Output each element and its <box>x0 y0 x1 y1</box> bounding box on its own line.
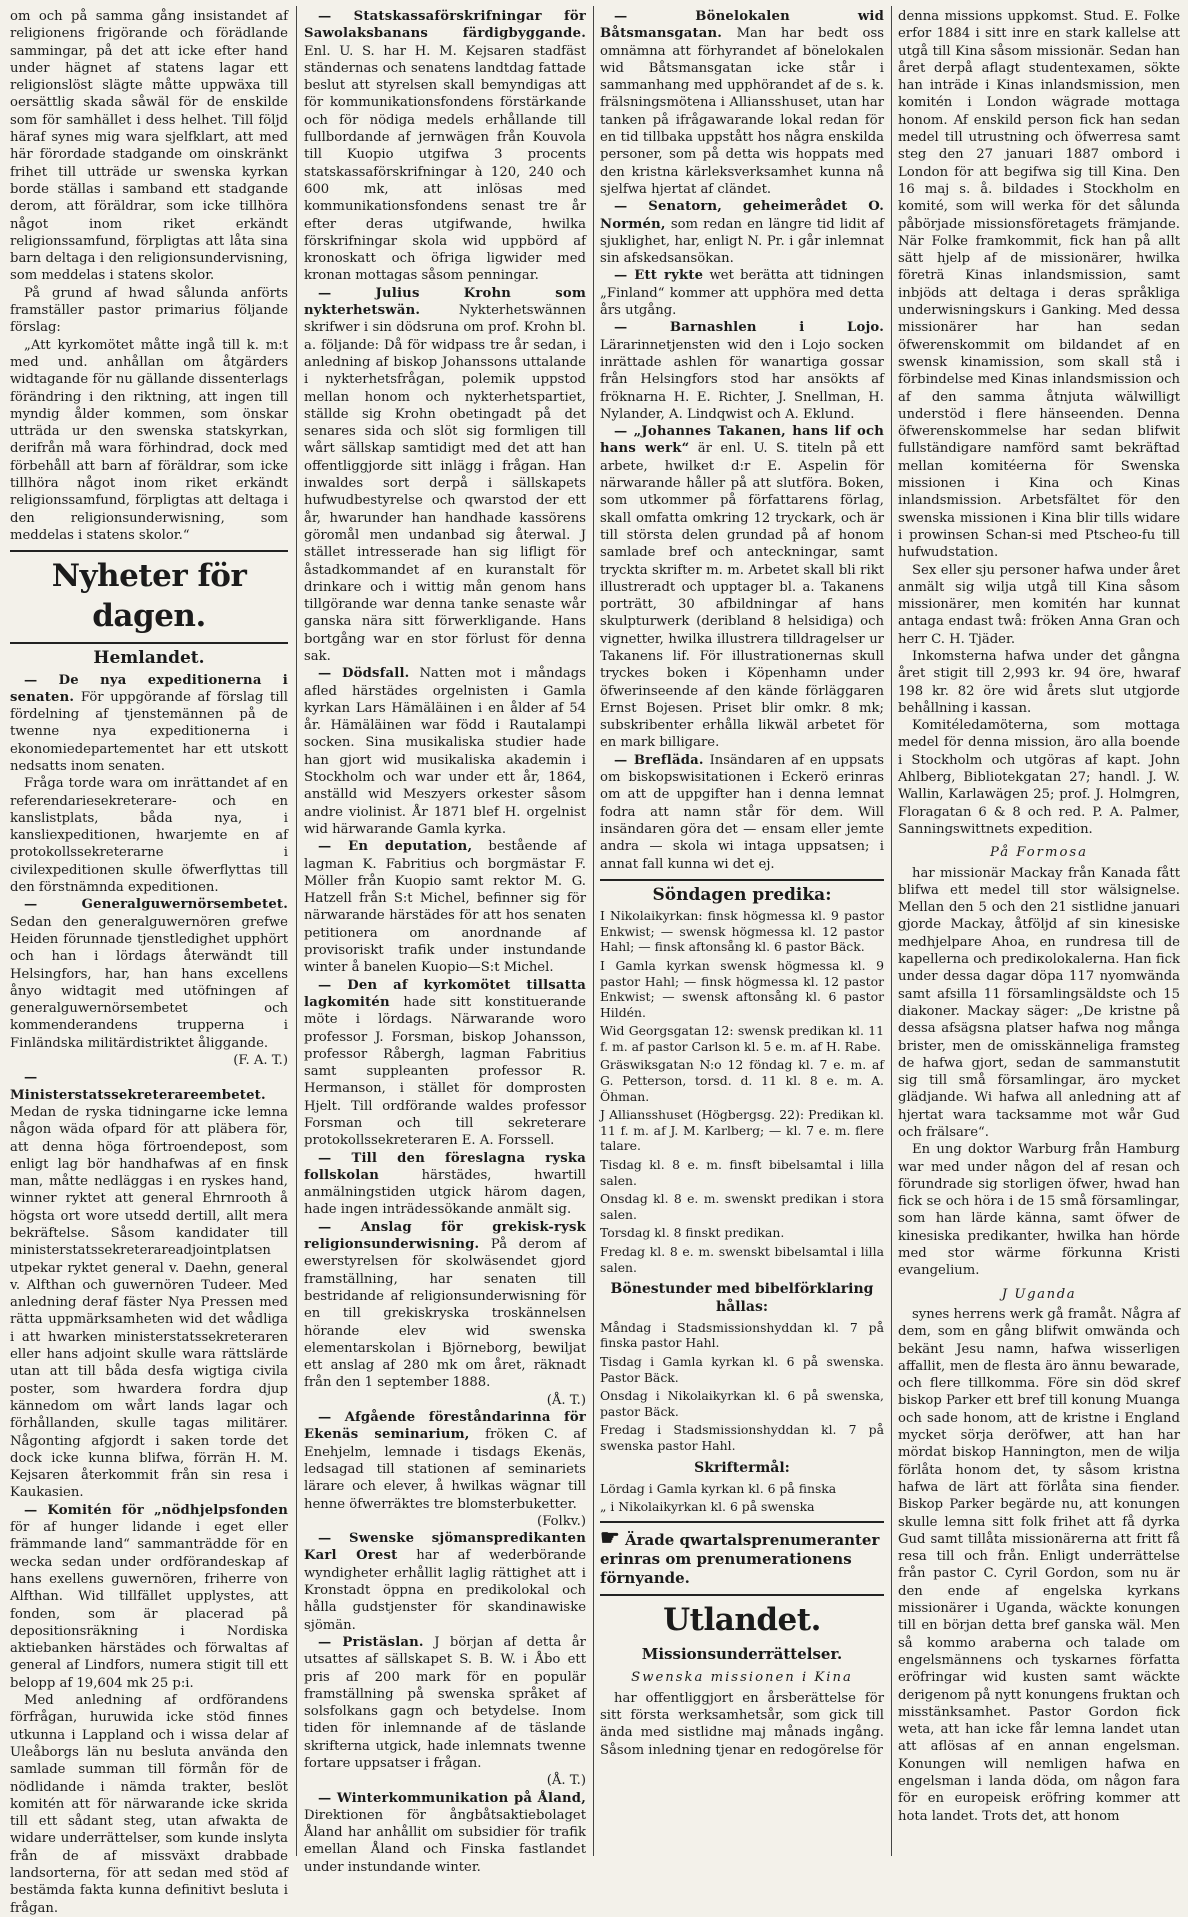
news-body: Insändaren af en uppsats om biskopswisitationen i Eckerö erinras om att de uppgifter han i denna lemnat fodra att namn står för dem. Will insändaren göra det — ensam eller jemte andra — skola wi intaga uppsatsen; i annat fall kunna wi det ej. <box>600 752 884 872</box>
column-1 <box>10 8 288 1916</box>
news-body: Nykterhetswännen skrifwer i sin dödsruna om prof. Krohn bl. a. följande: Då för widpass tre år sedan, i anledning af biskop Johanssons uttalande i nykterhetsfrågan, polemik uppstod mellan honom och nykterhetspartiet, ställde sig Krohn obetingadt på det senares sida och slöt sig formligen till wårt sällskap samtidigt med det att han offentliggjorde sitt inlägg i frågan. Han inwaldes sort derpå i sällskapets hufwudbestyrelse och qwarstod der ett år, hwarunder han handhade kassörens göromål men undanbad sig återwal. J stället intresserade han sig lifligt för åstadkommandet af en kuranstalt för drinkare och i wittig mån genom hans tillgörande war denna tanke senaste wår ganska nära sitt förwerkligande. Hans bortgång war en stor förlust för denna sak. <box>304 303 586 664</box>
news-headline: —Ministerstatssekreterareembetet. <box>10 1070 266 1103</box>
sermon-entry: Wid Georgsgatan 12: swensk predikan kl. 11 f. m. af pastor Carlson kl. 5 e. m. af H. Rabe. <box>600 1023 884 1054</box>
news-headline: — Ett rykte <box>614 268 704 284</box>
source-signature: (Å. T.) <box>546 1392 586 1408</box>
pointing-hand-icon: ☛ <box>600 1525 620 1552</box>
news-body: Enl. U. S. har H. M. Kejsaren stadfäst ständernas och senatens landtdag fattade beslut att styrelsen skall bemyndigas att för kommunikationsfondens förstärkande och för nödiga medels erhållande till fullbordande af jernwägen från Kouvola till Kuopio utgifwa 3 procents statskassaförskrifningar à 120, 240 och 600 mk, att inlösas med kommunikationsfondens senast tre år efter deras utgifwande, hwilka förskrifningar skola wid uppbörd af kronoskatt och öfriga ligwider med kronan mottagas såsom penningar. <box>304 43 586 284</box>
article-paragraph: synes herrens werk gå framåt. Några af dem, som en gång blifwit omwända och bekänt Jesu namn, hafwa wisserligen affallit, men de flesta äro ännu bewarade, och flere tillkomma. Före sin död skref biskop Parker ett bref till konung Muanga och sade honom, att de kristne i England mycket sörja deröfwer, att han har mördat biskop Hannington, men de wilja förlåta honom det, ty såsom kristna hafwa de lärt att förlåta sina fiender. Biskop Parker begärde nu, att konungen skulle lemna sitt folk frihet att få dyrka Gud samt tillåta missionärerna att fritt få resa till och från. Enligt underrättelse från pastor C. Cyril Gordon, som nu är den ende af engelska kyrkans missionärer i Uganda, wäckte konungen till en början detta bref ganska wäl. Men så kommo araberna och talade om engelsmännens och tyskarnes författa eröfringar wid kusten samt wäckte derigenom på nytt konungens fruktan och misstänksamhet. Pastor Gordon fick weta, att han icke får lemna landet utan att aflösas af en annan engelsman. Konungen will nemligen hafwa en engelsman i landa döda, om någon fara för en europeisk eröfring kommer att hota landet. Trots det, att honom <box>898 1306 1180 1824</box>
column-2 <box>304 8 587 1875</box>
sermon-entry: I Gamla kyrkan swensk högmessa kl. 9 pastor Hahl; — finsk högmessa kl. 12 pastor Enkwist; — swensk aftonsång kl. 6 pastor Hildén. <box>600 957 884 1020</box>
section-subtitle: Missionsunderrättelser. <box>641 1645 843 1664</box>
news-item <box>304 1409 586 1513</box>
news-headline: — Brefläda. <box>614 752 704 768</box>
news-headline: — Julius Krohn som nykterhetswän. <box>304 285 586 319</box>
news-headline: — Bönelokalen wid Båtsmansgatan. <box>600 9 884 42</box>
section-title: Nyheter för dagen. <box>51 558 247 635</box>
bible-study-entry: Tisdag i Gamla kyrkan kl. 6 på swenska. Pastor Bäck. <box>600 1353 884 1385</box>
column-3 <box>600 8 884 1854</box>
news-headline: — Den af kyrkomötet tillsatta lagkomitén <box>304 977 586 1010</box>
news-headline: — Komitén för „nödhjelpsfonden <box>24 1502 288 1518</box>
news-item <box>304 665 586 838</box>
news-item <box>10 1502 288 1692</box>
article-paragraph: Sex eller sju personer hafwa under året anmält sig wilja utgå till Kina såsom missionärer, men komitén har kunnat antaga endast twå: fröken Anna Gran och herr C. H. Tjäder. <box>898 562 1180 647</box>
news-headline: — Pristäslan. <box>318 1634 424 1650</box>
news-headline: — Till den föreslagna ryska follskolan <box>304 1150 586 1183</box>
news-body: Direktionen för ångbåtsaktiebolaget Åland har anhållit om subsidier för trafik emellan Åland och Finska fastlandet under instundande winter. <box>304 1807 586 1875</box>
divider <box>600 1521 884 1523</box>
article-quote: „Att kyrkomötet måtte ingå till k. m:t med und. anhållan om åtgärders widtagande för nu gällande dissenterlags förändring i den riktning, att ingen till myndig ålder kommen, som önskar utträda ur den swenska statskyrkan, derifrån må wara förhindrad, dock med förbehåll att barn af föräldrar, som icke tillhöra något inom riket erkändt religionssamfund, förpligtas att deltaga i den religionsunderwisning, som meddelas i statens skolor.“ <box>10 337 288 543</box>
news-body: Natten mot i måndags afled härstädes orgelnisten i Gamla kyrkan Lars Hämäläinen i en ålder af 54 år. Hämäläinen war född i Rautalampi socken. Sina musikaliska studier hade han gjort wid musikaliska akademin i Stockholm och war under ett år, 1864, anställd wid Meszyers orkester såsom andre violinist. År 1871 blef H. orgelnist wid härwarande Gamla kyrka. <box>304 666 586 837</box>
column-rule <box>891 6 892 1856</box>
news-body: hade sitt konstituerande möte i lördags. Närwarande woro professor J. Forsman, biskop Johansson, professor Råbergh, lagman Fabritius samt suppleanten professor R. Hermanson, i stället för domprosten Hjelt. Till ordförande waldes professor Forsman och till sekreterare protokollssekreteraren E. A. Forssell. <box>304 994 586 1149</box>
source-signature: (Å. T.) <box>546 1773 586 1789</box>
news-item <box>10 1069 288 1501</box>
bible-study-entry: Måndag i Stadsmissionshyddan kl. 7 på finska pastor Hahl. <box>600 1319 884 1351</box>
news-item <box>600 8 884 198</box>
news-body: På derom af ewerstyrelsen för skolwäsendet gjord framställning, har senaten till bestridande af religionsunderwisning för en till grekiskryska troskännelsen hörande elev wid swenska elementarskolan i Björneborg, bewiljat ett anslag af 280 mk om året, räknadt från den 1 september 1888. <box>304 1237 586 1391</box>
news-item <box>600 198 884 267</box>
divider <box>600 879 884 881</box>
news-item <box>600 267 884 319</box>
news-headline: — Anslag för grekisk-rysk religionsunderwisning. <box>304 1219 586 1253</box>
news-body: wet berätta att tidningen „Finland“ kommer att upphöra med detta års utgång. <box>600 268 884 319</box>
section-subtitle: Hemlandet. <box>93 648 205 669</box>
news-headline: — Generalguwernörsembetet. <box>24 897 288 913</box>
news-headline: — Senatorn, geheimerådet O. Normén, <box>600 199 884 232</box>
confession-entry: Lördag i Gamla kyrkan kl. 6 på finska <box>600 1480 837 1496</box>
news-item <box>304 1634 586 1772</box>
news-body: Man har bedt oss omnämna att förhyrandet af bönelokalen wid Båtsmansgatan icke står i sammanhang med upphörandet af de s. k. frälsningsmötena i Alliansshuset, utan har tanken på ifrågawarande lokal redan för en tid tillbaka uppstått hos några enskilda personer, som på detta wis hoppats med den kristna kärleksverksamhet kunna nå sjelfwa hjertat af cländet. <box>600 26 884 197</box>
sermon-entry: Torsdag kl. 8 finskt predikan. <box>600 1225 785 1241</box>
news-body: härstädes, hwartill anmälningstiden utgick härom dagen, hade ingen inträdessökande anmält sig. <box>304 1167 586 1218</box>
article-paragraph: Inkomsterna hafwa under det gångna året stigit till 2,993 kr. 94 öre, hwaraf 198 kr. 82 öre wid årets slut utgjorde behållning i kassan. <box>898 648 1180 716</box>
column-4 <box>898 8 1180 1854</box>
column-rule <box>296 6 297 1856</box>
news-item <box>304 977 586 1150</box>
news-item <box>304 285 586 666</box>
sermons-heading: Söndagen predika: <box>652 884 832 905</box>
confession-entry: „ i Nikolaikyrkan kl. 6 på swenska <box>600 1499 815 1515</box>
article-paragraph: På grund af hwad sålunda anförts framställer pastor primarius följande förslag: <box>10 285 288 336</box>
news-headline: — „Johannes Takanen, hans lif och hans werk“ <box>600 424 884 457</box>
news-item <box>600 752 884 873</box>
article-subheading: Swenska missionen i Kina <box>631 1670 853 1686</box>
sermon-entry: J Alliansshuset (Högbergsg. 22): Predikan kl. 11 f. m. af J. M. Karlberg; — kl. 7 e. m. flere talare. <box>600 1107 884 1154</box>
bible-study-entry: Onsdag i Nikolaikyrkan kl. 6 på swenska, pastor Bäck. <box>600 1388 884 1419</box>
news-body: bestående af lagman K. Fabritius och borgmästar F. Möller från Kuopio samt rektor M. G. Hatzell från S:t Michel, befinner sig för närwarande härstädes för att hos senaten petitionera om anordnande af provisoriskt trafik under instundande winter å banelen Kuopio—S:t Michel. <box>304 839 587 976</box>
news-item <box>10 896 288 1052</box>
news-item <box>304 8 586 285</box>
news-headline: — Afgående föreståndarinna för Ekenäs seminarium, <box>304 1410 586 1443</box>
source-signature: (Folkv.) <box>537 1513 586 1529</box>
divider <box>10 550 288 552</box>
divider <box>10 642 288 644</box>
news-headline: — Swenske sjömanspredikanten Karl Orest <box>304 1531 586 1564</box>
news-body: För uppgörande af förslag till fördelning af tjenstemännen på de twenne nya expeditionerna i ekonomiedepartementet har ett utskott nedsatts inom senaten. <box>10 689 288 774</box>
bible-study-heading: Bönestunder med bibelförklaring hållas: <box>610 1281 874 1315</box>
section-title: Utlandet. <box>663 1602 821 1639</box>
news-body: Med anledning af ordförandens förfrågan, huruwida icke stöd finnes utkunna i Lappland och i wissa delar af Uleåborgs län nu besluta använda den samlade summan till förmån för de nödlidande i nämda trakter, beslöt komitén att för närwarande icke skrida till ett sådant steg, utan afwakta de widare underrättelser, som kunde inslyta från de af missväxt drabbade landsorterna, för att sedan med stöd af bestämda fakta kunna definitivt besluta i frågan. <box>10 1693 288 1916</box>
news-headline: — Winterkommunikation på Åland, <box>318 1790 586 1806</box>
article-paragraph: En ung doktor Warburg från Hamburg war med under någon del af resan och förundrade sig storligen öfwer, hwad han fick se och höra i de 15 små församlingar, som han lärde känna, samt öfwer de kinesiska predikanter, hwilka han hörde med stor wärme förkunna Kristi evangelium. <box>898 1142 1180 1279</box>
sermon-entry: I Nikolaikyrkan: finsk högmessa kl. 9 pastor Enkwist; — swensk högmessa kl. 12 pastor Hahl; — finsk aftonsång kl. 6 pastor Bäck. <box>600 908 884 955</box>
article-paragraph: har missionär Mackay från Kanada fått blifwa ett medel till stor wälsignelse. Mellan den 5 och den 21 sistlidne januari gjorde Mackay, åtföljd af sin kinesiske medhjelpare Ahoa, en rundresa till de kapellerna och prediкolokalerna. Han fick under dessa dagar döpa 117 nyomwända samt afsilla 11 församlingsäldste och 15 diakoner. Mackay säger: „De kristne på dessa afsägsna platser hafwa nog många brister, men de omisskänneliga framsteg de hafwa gjort, sedan de sammanstutit sig till små församlingar, äro mycket glädjande. Wi hafwa all anledning att af hjertat wara tacksamme mot wår Gud och frälsare“. <box>898 865 1180 1140</box>
news-item <box>304 1219 586 1392</box>
article-paragraph: har offentliggjort en årsberättelse för sitt första werksamhetsår, som gick till ända med sistlidne maj månads ingång. Såsom inledning tjenar en redogörelse för <box>600 1690 884 1758</box>
sermon-entry: Gräswiksgatan N:o 12 föndag kl. 7 e. m. af G. Petterson, torsd. d. 11 kl. 8 e. m. A. Öhman. <box>600 1057 884 1104</box>
article-subheading: J Uganda <box>1001 1286 1077 1302</box>
news-body: är enl. U. S. titeln på ett arbete, hwilket d:r E. Aspelin för närwarande håller på att slutföra. Boken, som utkommer på författarens förlag, skall omfatta omkring 12 tryckark, och är till största delen grundad på af honom samlade bref och anteckningar, samt tryckta skrifter m. m. Arbetet skall bli rikt illustreradt och upptager bl. a. Takanens porträtt, 30 afbildningar af hans skulpturwerk (deribland 8 helsidiga) och vignetter, hwilka illustrera tilldragelser ur Takanens lif. För illustrationernas skull tryckes boken i Köpenhamn under öfwerinseende af den kände förläggaren Ernst Bojesen. Priset blir omkr. 8 mk; subskribenter erhålla likwäl arbetet för en mark billigare. <box>600 441 885 751</box>
news-headline: — Statskassaförskrifningar för Sawolaksbanans färdigbyggande. <box>304 9 586 42</box>
news-item <box>304 1790 586 1876</box>
article-paragraph: om och på samma gång insistandet af religionens frigörande och förädlande sammingar, på det att icke efter hand under hägnet af statens lagar ett religionslöst slägte måtte uppwäxa till oersättlig skada såwäl för de enskilde som för samhället i dess helhet. Till följd häraf synes mig wara sjelfklart, att med här förordade stadgande om oinskränkt frihet till utträde ur swenska kyrkan borde ställas i samband ett stadgande derom, att föräldrar, som icke tillhöra något inom riket erkändt religionssamfund, förpligtas att låta sina barn deltaga i den religionsundervisning, som meddelas i statens skolor. <box>10 9 288 284</box>
subscription-notice <box>600 1525 884 1588</box>
news-body: för af hunger lidande i eget eller främmande land“ sammanträdde för en wecka sedan under ordförandeskap af hans exellens guwernören, friherre von Alfthan. Wid tillfället upplystes, att fonden, som är placerad på depositionsräkning i Nordiska aktiebanken härstädes och förwaltas af general af Lindfors, numera stigit till ett belopp af 19,604 mk 25 p:i. <box>10 1520 288 1691</box>
news-headline: — De nya expeditionerna i senaten. <box>10 672 288 705</box>
news-body: Medan de ryska tidningarne icke lemna någon wäda ofpard för att pläbera för, att denna höga förtroendepost, som enligt lag bör handhafwas af en finsk man, måtte nedläggas i en ryskes hand, winner ryktet att general Ehrnrooth å högsta ort wore utsedd dertill, allt mera bekräftelse. Såsom kandidater till ministerstatssekreterareadjointplatsen utpekar ryktet general v. Daehn, general v. Alfthan och guwernören Tudeer. Med anledning deraf fäster Nya Pressen med rätta uppmärksamheten wid det wådliga i att hwarken ministerstatssekreteraren eller hans adjoint skulle wara rättslärde utan att till båda desfa wigtiga civila poster, som hwardera fordra djup kännedom om wårt lands lagar och förhållanden, skulle tagas militärer. Någonting afgjordt i saken torde det dock icke kunna blifwa, förrän H. M. Kejsaren återkommit från sin resa i Kaukasien. <box>10 1104 288 1501</box>
news-item <box>304 1530 586 1634</box>
news-body: Sedan den generalguwernören grefwe Heiden förunnade tjenstledighet upphört och han i lördags återwändt till Helsingfors, har, han hans excellens ånyo widtagit med utöfningen af generalguwernörsembetet och kommenderandens truppernа i Finländska militärdistriktet åliggande. <box>10 914 288 1051</box>
article-subheading: På Formosa <box>989 845 1089 861</box>
news-body: som redan en längre tid lidit af sjuklighet, har, enligt N. Pr. i går inlemnat sin afskedsansökan. <box>600 216 884 267</box>
bible-study-entry: Fredag i Stadsmissionshyddan kl. 7 på swenska pastor Hahl. <box>600 1422 884 1453</box>
news-body: Fråga torde wara om inrättandet af en referendariesekreterare- och en kanslistplats, båda nya, i kansliexpeditionen, hwarjemte en af protokollssekreterarne i civilexpeditionen skulle öfwerflyttas till den förstnämnda expeditionen. <box>10 776 288 896</box>
news-item <box>304 838 586 976</box>
news-item <box>304 1150 586 1219</box>
sermon-entry: Tisdag kl. 8 e. m. finsft bibelsamtal i lilla salen. <box>600 1157 884 1188</box>
news-body: Lärarinnetjensten wid den i Lojo socken inrättade ashlen för wanartiga gossar från Helsingfors stod har ansökts af fröknarna H. E. Richter, J. Snellman, H. Nylander, A. Lindqwist och A. Eklund. <box>600 337 884 422</box>
news-item <box>10 672 288 776</box>
news-body: har af wederbörande wyndigheter erhållit laglig rättighet att i Kronstadt öppna en predikolokal och hålla gudstjenster för skandinawiske sjömän. <box>304 1548 587 1633</box>
source-signature: (F. A. T.) <box>233 1053 288 1069</box>
news-headline: — Barnashlen i Lojo. <box>614 320 884 336</box>
divider <box>600 1594 884 1596</box>
sermon-entry: Fredag kl. 8 e. m. swenskt bibelsamtal i lilla salen. <box>600 1244 884 1275</box>
news-headline: — Dödsfall. <box>318 666 410 682</box>
sermon-entry: Onsdag kl. 8 e. m. swenskt predikan i stora salen. <box>600 1191 884 1222</box>
column-rule <box>593 6 594 1856</box>
news-item <box>600 319 884 423</box>
article-paragraph: Komitéledamöterna, som mottaga medel för denna mission, äro alla boende i Stockholm och utgöras af kapt. John Ahlberg, Bibliotekgatan 27; handl. J. W. Wallin, Karlawägen 25; prof. J. Holmgren, Floragatan 6 & 8 och red. P. A. Palmer, Sanningswittnets expedition. <box>898 718 1180 837</box>
news-body: fröken C. af Enehjelm, lemnade i tisdags Ekenäs, ledsagad till stationen af seminariets lärare och elever, å hwilkas wägnar till henne öfwerräktes tre blomsterbuketter. <box>304 1427 586 1512</box>
confession-heading: Skriftermål: <box>694 1459 790 1476</box>
article-paragraph: denna missions uppkomst. Stud. E. Folke erfor 1884 i sitt inre en stark kallelse att utgå till Kina såsom missionär. Sedan han året derpå aflagt studentexamen, sökte han inträde i Kinas inlandsmission, men komitén i London wägrade mottaga honom. Af enskild person fick han sedan medel till utrustning och öfwerresa samt steg den 27 januari 1887 ombord i London för att begifwa sig till Kina. Den 16 maj s. å. bildades i Stockholm en komité, som will werka för det sålunda påbörjade missionsföretagets främjande. När Folke framkommit, fick han på allt sätt hjelp af de missionärer, hwilka företrä Kinas inlandsmission, samt inbjöds att deltaga i deras språkliga underwisningskurs i Ganking. Med dessa missionärer har han sedan öfwerenskommit om bildandet af en swensk kinamission, som skall stå i förbindelse med Kinas inlandsmission och af den samma åtnjuta wälwilligt understöd i flere hänseenden. Denna öfwerenskommelse har sedan blifwit fullständigare namförd samt bekräftad mellan komitéerna för Swenska missionen i Kina och Kinas inlandsmission. Arbetsfältet för den swenska missionen i Kina blir tills widare i prowinsen Schan-si med Ptscheo-fu till hufwudstation. <box>898 9 1180 561</box>
notice-text: Ärade qwartalsprenumeranter erinras om prenumerationens förnyande. <box>600 1531 880 1588</box>
news-body: J början af detta år utsattes af sällskapet S. B. W. i Åbo ett pris af 200 mark för en populär framställning på swenska språket af solsfolkans gagn och betydelse. Inom tiden för inlemnande af de täslande skrifterna utgick, hade inlemnats twenne fortare uppsatser i frågan. <box>304 1634 586 1771</box>
news-headline: — En deputation, <box>318 839 473 855</box>
news-item <box>600 423 884 752</box>
